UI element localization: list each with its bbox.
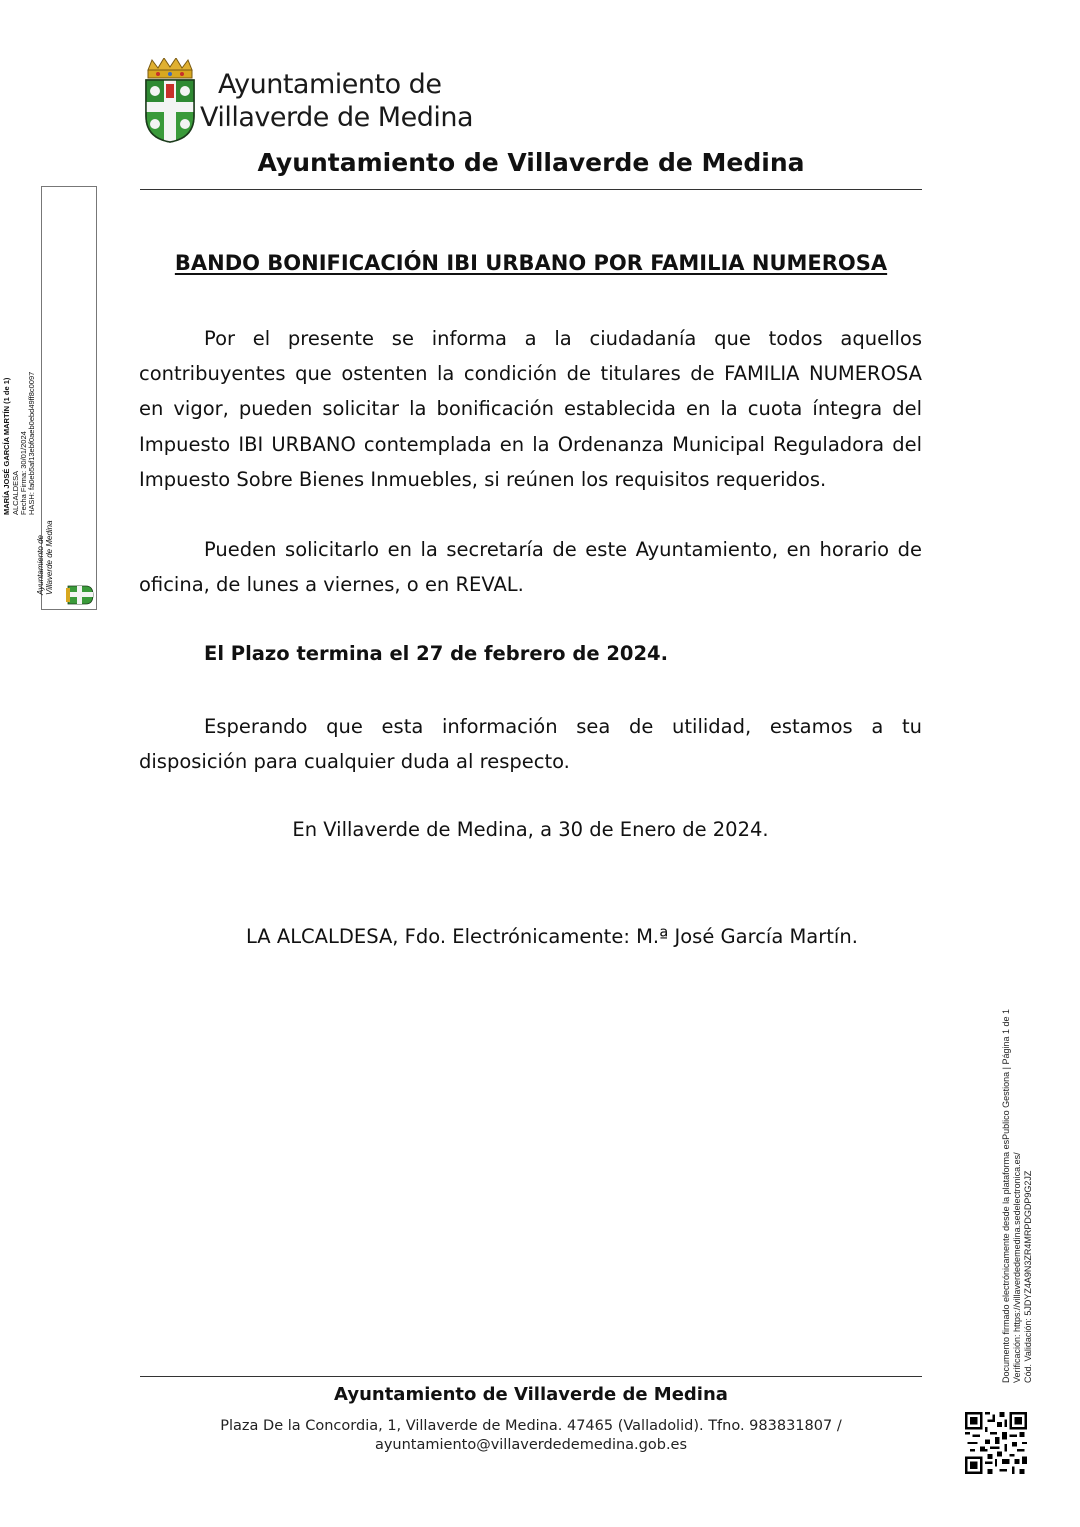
document-title-text: BANDO BONIFICACIÓN IBI URBANO POR FAMILIA NUMEROSA — [174, 251, 888, 275]
footer-title: Ayuntamiento de Villaverde de Medina — [334, 1384, 728, 1405]
logo-line-1: Ayuntamiento de — [218, 69, 442, 100]
paragraph-3-text: Esperando que esta información sea de utilidad, estamos a tu disposición para cualquier duda al respecto. — [139, 715, 922, 774]
deadline-notice: El Plazo termina el 27 de febrero de 2024. — [204, 642, 669, 665]
paragraph-1-text: Por el presente se informa a la ciudadanía que todos aquellos contribuyentes que ostenten la condición de titulares de FAMILIA NUMEROSA en vigor, pueden solicitar la bonificación establecida en la cuota íntegra del Impuesto IBI URBANO contemplada en la Ordenanza Municipal Reguladora del Impuesto Sobre Bienes Inmuebles, si reúnen los requisitos requeridos. — [139, 327, 922, 491]
qr-code-icon — [965, 1412, 1027, 1474]
logo-name — [200, 68, 473, 134]
stamp-shield-icon — [66, 584, 94, 606]
stamp-role: ALCALDESA — [11, 470, 20, 515]
place-and-date: En Villaverde de Medina, a 30 de Enero de 2024. — [292, 818, 769, 841]
validation-block — [1001, 983, 1035, 1383]
paragraph-1 — [139, 321, 922, 497]
header-title: Ayuntamiento de Villaverde de Medina — [257, 148, 805, 177]
document-title — [140, 251, 922, 275]
stamp-date: Fecha Firma: 30/01/2024 — [19, 431, 28, 515]
paragraph-3 — [139, 709, 922, 779]
stamp-text — [2, 265, 52, 645]
footer-address-line: Plaza De la Concordia, 1, Villaverde de Medina. 47465 (Valladolid). Tfno. 983831807 / — [220, 1418, 842, 1434]
paragraph-2 — [139, 532, 922, 602]
logo-line-2: Villaverde de Medina — [200, 102, 474, 133]
coat-of-arms-icon — [142, 58, 198, 144]
stamp-org-line1: Ayuntamiento de — [36, 535, 45, 595]
footer-email: ayuntamiento@villaverdedemedina.gob.es — [374, 1437, 688, 1453]
stamp-org-line2: Villaverde de Medina — [45, 520, 54, 595]
footer-address — [140, 1417, 922, 1455]
signature-line: LA ALCALDESA, Fdo. Electrónicamente: M.ª José García Martín. — [246, 925, 858, 948]
validation-code: Cód. Validación: 5JDYZ4A9N3ZR4MRPDGDP9G2JZ — [1023, 1170, 1033, 1383]
stamp-signer: MARÍA JOSÉ GARCÍA MARTÍN (1 de 1) — [2, 377, 11, 515]
stamp-hash: HASH: fa0eb5af13ebf0aeb0ebd49ff8c0097 — [27, 371, 36, 515]
header-divider — [140, 189, 922, 190]
validation-note: Documento firmado electrónicamente desde la plataforma esPublico Gestiona | Página 1 de 1 — [1001, 1008, 1011, 1383]
footer-divider — [140, 1376, 922, 1377]
validation-url: Verificación: https://villaverdedemedina.sedelectronica.es/ — [1012, 1152, 1022, 1383]
paragraph-2-text: Pueden solicitarlo en la secretaría de este Ayuntamiento, en horario de oficina, de lunes a viernes, o en REVAL. — [139, 538, 922, 597]
